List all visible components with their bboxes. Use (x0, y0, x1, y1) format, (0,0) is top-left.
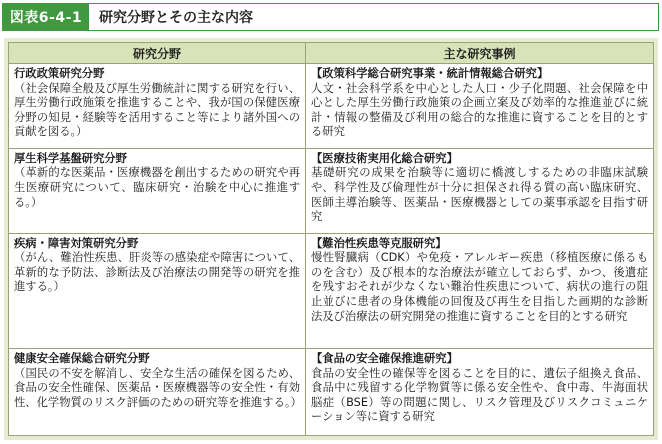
case-description: 食品の安全性の確保等を図ることを目的に、遺伝子組換え食品、食品中に残留する化学物質等に係る安全性や、食中毒、牛海面状脳症（BSE）等の問題に関し、リスク管理及びリスクコミュニケーション等に資する研究 (311, 366, 648, 424)
table-row (9, 64, 654, 149)
field-name: 疾病・障害対策研究分野 (14, 236, 139, 250)
field-description: （がん、難治性疾患、肝炎等の感染症や障害について、革新的な予防法、診断法及び治療法の開発等の研究を推進する。） (14, 251, 300, 294)
field-cell (9, 64, 306, 149)
case-description: 慢性腎臓病（CDK）や免疫・アレルギー疾患（移植医療に係るものを含む）及び根本的な治療法が確立しておらず、かつ、後遺症を残すおそれが少なくない難治性疾患について、病状の進行の阻止並びに患者の身体機能の回復及び再生を目指した画期的な診断法及び治療法の研究開発の推進に資することを目的とする研究 (311, 251, 648, 323)
case-name: 【難治性疾患等克服研究】 (311, 236, 447, 250)
table-row (9, 148, 654, 233)
column-header-field: 研究分野 (9, 43, 306, 64)
field-cell (9, 148, 306, 233)
case-cell (306, 64, 654, 149)
figure-title: 研究分野とその主な内容 (99, 10, 253, 26)
column-header-cases: 主な研究事例 (306, 43, 654, 64)
research-table-container (4, 38, 658, 440)
case-name: 【政策科学総合研究事業・統計情報総合研究】 (311, 67, 549, 80)
research-table (8, 42, 654, 436)
field-cell (9, 233, 306, 348)
field-description: （革新的な医薬品・医療機器を創出するための研究や再生医療研究について、臨床研究・治験を中心に推進する。） (14, 166, 300, 209)
table-row (9, 349, 654, 436)
field-description: （国民の不安を解消し、安全な生活の確保を図るため、食品の安全性確保、医薬品・医療機器等の安全性・有効性、化学物質のリスク評価のための研究等を推進する。） (14, 366, 302, 409)
figure-header (2, 3, 659, 31)
table-header-row (9, 43, 654, 64)
case-description: 基礎研究の成果を治験等に適切に橋渡しするための非臨床試験や、科学性及び倫理性が十分に担保され得る質の高い臨床研究、医師主導治験等、医薬品・医療機器としての薬事承認を目指す研究 (311, 166, 648, 224)
table-row (9, 233, 654, 348)
figure-label: 図表6-4-1 (3, 4, 89, 30)
case-cell (306, 233, 654, 348)
case-cell (306, 349, 654, 436)
case-name: 【食品の安全確保推進研究】 (311, 352, 458, 366)
case-cell (306, 148, 654, 233)
case-description: 人文・社会科学系を中心とした人口・少子化問題、社会保障を中心とした厚生労働行政施策の企画立案及び効率的な推進並びに統計・情報の整備及び利用の総合的な推進に資することを目的とする研究 (311, 81, 648, 139)
field-name: 健康安全確保総合研究分野 (14, 352, 150, 366)
field-cell (9, 349, 306, 436)
field-description: （社会保障全般及び厚生労働統計に関する研究を行い、厚生労働行政施策を推進することや、我が国の保健医療分野の知見・経験等を活用すること等により諸外国への貢献を図る。） (14, 81, 300, 139)
field-name: 厚生科学基盤研究分野 (14, 151, 127, 165)
case-name: 【医療技術実用化総合研究】 (311, 151, 458, 165)
field-name: 行政政策研究分野 (14, 67, 105, 80)
